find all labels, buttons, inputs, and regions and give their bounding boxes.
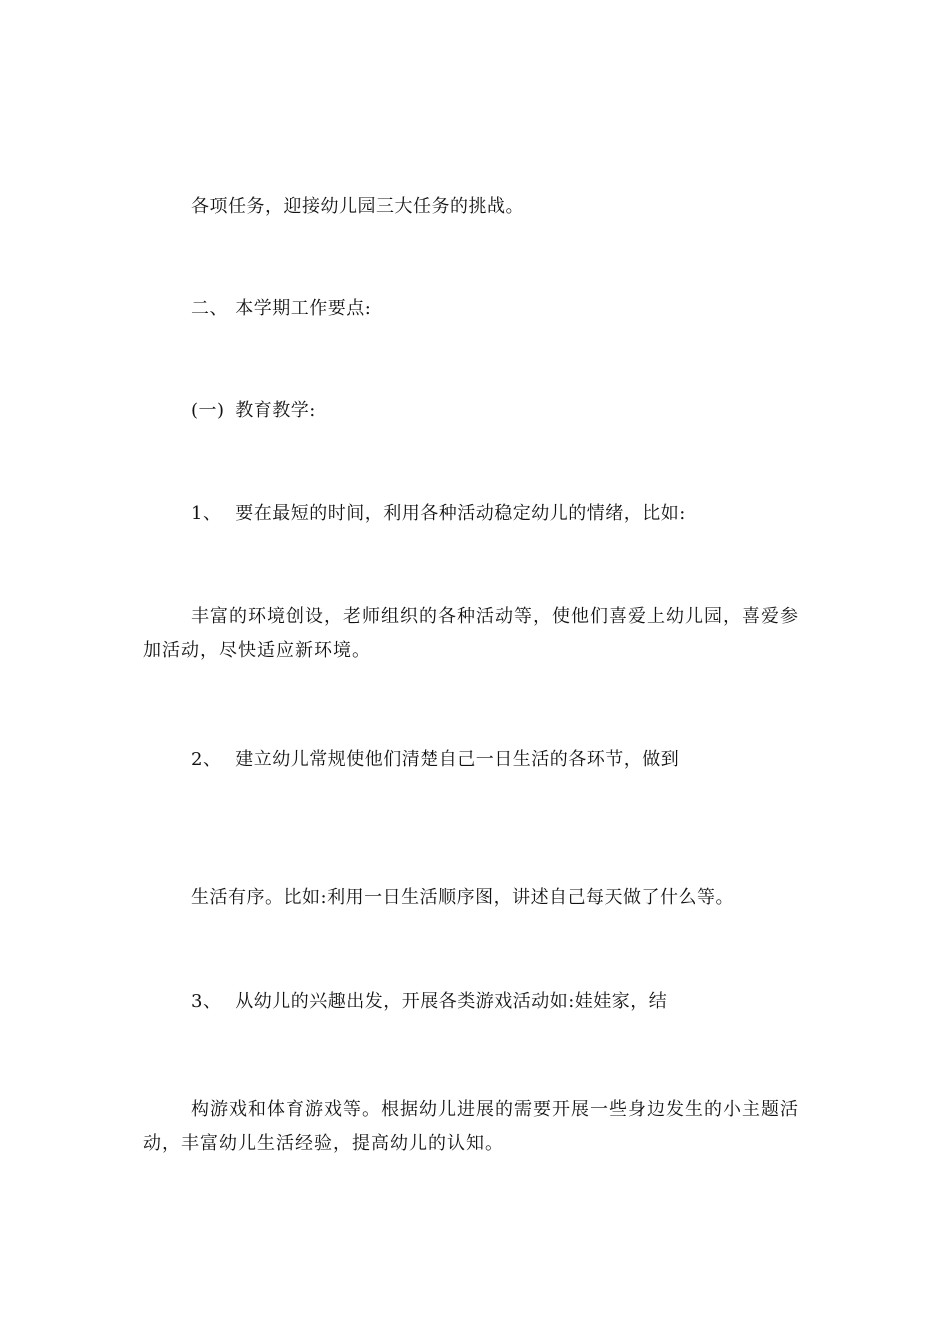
- section-title: 本学期工作要点:: [235, 298, 372, 319]
- section-number: 二、: [191, 298, 228, 319]
- paragraph-environment: [143, 600, 815, 668]
- list-item-2: [143, 743, 863, 777]
- list-item-number: 3、: [191, 991, 222, 1012]
- list-item-text: 从幼儿的兴趣出发，开展各类游戏活动如:娃娃家，结: [235, 991, 668, 1012]
- section-heading-work-points: [143, 292, 863, 326]
- paragraph-tasks-continuation: [143, 190, 863, 224]
- paragraph-text: 各项任务，迎接幼儿园三大任务的挑战。: [191, 196, 524, 217]
- subsection-title: 教育教学:: [235, 400, 316, 421]
- list-item-number: 2、: [191, 749, 222, 770]
- paragraph-text: 丰富的环境创设，老师组织的各种活动等，使他们喜爱上幼儿园，喜爱参加活动，尽快适应新环境。: [143, 606, 799, 661]
- list-item-text: 建立幼儿常规使他们清楚自己一日生活的各环节，做到: [235, 749, 680, 770]
- paragraph-games: [143, 1093, 815, 1161]
- paragraph-daily-order: [143, 881, 863, 915]
- subsection-number: (一): [191, 400, 225, 421]
- paragraph-text: 生活有序。比如:利用一日生活顺序图，讲述自己每天做了什么等。: [191, 887, 735, 908]
- list-item-3: [143, 985, 863, 1019]
- list-item-text: 要在最短的时间，利用各种活动稳定幼儿的情绪，比如:: [235, 503, 686, 524]
- subsection-heading-education: [143, 394, 863, 428]
- list-item-1: [143, 497, 863, 531]
- paragraph-text: 构游戏和体育游戏等。根据幼儿进展的需要开展一些身边发生的小主题活动，丰富幼儿生活经验，提高幼儿的认知。: [143, 1099, 799, 1154]
- list-item-number: 1、: [191, 503, 222, 524]
